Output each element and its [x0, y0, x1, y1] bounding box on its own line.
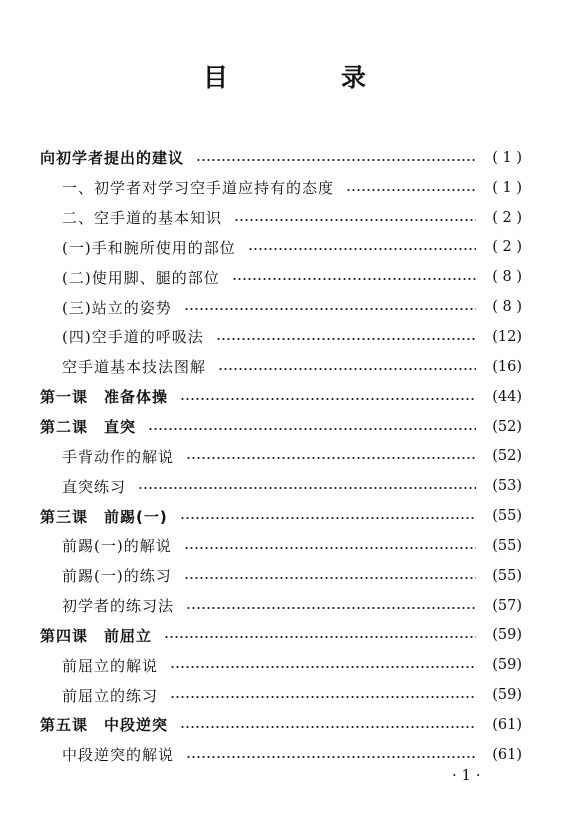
toc-page-number: (59) [492, 627, 522, 644]
toc-section-row[interactable] [40, 591, 522, 621]
toc-section-row[interactable] [40, 173, 522, 203]
toc-section-row[interactable] [40, 441, 522, 471]
dot-leader [180, 725, 476, 729]
dot-leader [196, 158, 476, 162]
toc-entry-label: 前踢(一)的解说 [62, 537, 172, 556]
dot-leader [234, 218, 476, 222]
toc-entry-label: 前屈立的练习 [62, 686, 159, 705]
toc-entry-label: 前屈立的解说 [62, 656, 159, 675]
toc-section-row[interactable] [40, 262, 522, 292]
toc-section-row[interactable] [40, 322, 522, 352]
toc-section-row[interactable] [40, 352, 522, 382]
dot-leader [184, 307, 476, 311]
toc-section-row[interactable] [40, 203, 522, 233]
toc-page-number: (55) [492, 508, 522, 525]
toc-page-number: (55) [492, 567, 522, 584]
toc-section-row[interactable] [40, 292, 522, 322]
toc-entry-label: (一)手和腕所使用的部位 [62, 238, 236, 257]
toc-chapter-row[interactable] [40, 621, 522, 651]
toc-entry-label: 初学者的练习法 [62, 597, 175, 616]
table-of-contents [40, 143, 522, 770]
toc-entry-label: 第三课 前踢(一) [40, 507, 168, 526]
toc-entry-label: 中段逆突的解说 [62, 746, 175, 765]
toc-chapter-row[interactable] [40, 143, 522, 173]
toc-entry-label: 直突练习 [62, 477, 127, 496]
dot-leader [184, 546, 476, 550]
toc-page-number: (59) [492, 657, 522, 674]
toc-entry-label: 第五课 中段逆突 [40, 716, 169, 735]
toc-page-number: ( 2 ) [492, 209, 522, 226]
toc-section-row[interactable] [40, 561, 522, 591]
toc-page-number: (12) [492, 328, 522, 345]
toc-section-row[interactable] [40, 233, 522, 263]
toc-page-number: ( 8 ) [492, 299, 522, 316]
dot-leader [232, 277, 476, 281]
toc-entry-label: 一、初学者对学习空手道应持有的态度 [62, 179, 335, 198]
toc-page-number: ( 1 ) [492, 179, 522, 196]
toc-chapter-row[interactable] [40, 412, 522, 442]
toc-entry-label: 第四课 前屈立 [40, 626, 153, 645]
dot-leader [164, 635, 476, 639]
toc-entry-label: 第二课 直突 [40, 418, 137, 437]
toc-entry-label: 二、空手道的基本知识 [62, 209, 223, 228]
dot-leader [186, 456, 476, 460]
toc-section-row[interactable] [40, 531, 522, 561]
toc-section-row[interactable] [40, 471, 522, 501]
toc-page-number: (59) [492, 687, 522, 704]
toc-entry-label: 向初学者提出的建议 [40, 149, 185, 168]
toc-page-number: (52) [492, 418, 522, 435]
dot-leader [180, 516, 476, 520]
dot-leader [248, 247, 476, 251]
dot-leader [346, 188, 476, 192]
toc-chapter-row[interactable] [40, 710, 522, 740]
dot-leader [170, 695, 476, 699]
toc-page-number: (52) [492, 448, 522, 465]
dot-leader [186, 606, 476, 610]
dot-leader [170, 665, 476, 669]
dot-leader [138, 486, 476, 490]
toc-chapter-row[interactable] [40, 501, 522, 531]
toc-section-row[interactable] [40, 680, 522, 710]
dot-leader [186, 755, 476, 759]
dot-leader [184, 576, 476, 580]
dot-leader [218, 367, 476, 371]
toc-page-number: ( 2 ) [492, 239, 522, 256]
toc-page-number: (57) [492, 597, 522, 614]
toc-page-number: (16) [492, 358, 522, 375]
toc-section-row[interactable] [40, 650, 522, 680]
toc-page-number: (53) [492, 478, 522, 495]
dot-leader [148, 427, 476, 431]
toc-entry-label: (三)站立的姿势 [62, 298, 172, 317]
toc-chapter-row[interactable] [40, 382, 522, 412]
toc-page-number: ( 8 ) [492, 269, 522, 286]
toc-entry-label: 手背动作的解说 [62, 447, 175, 466]
toc-page-number: (44) [492, 388, 522, 405]
toc-entry-label: (四)空手道的呼吸法 [62, 328, 204, 347]
toc-entry-label: 前踢(一)的练习 [62, 567, 172, 586]
page-number-footer: · 1 · [452, 766, 481, 784]
toc-page-number: ( 1 ) [492, 149, 522, 166]
toc-entry-label: 第一课 准备体操 [40, 388, 169, 407]
toc-entry-label: (二)使用脚、腿的部位 [62, 268, 220, 287]
toc-page-number: (61) [492, 716, 522, 733]
toc-page-number: (55) [492, 537, 522, 554]
page-title: 目 录 [202, 63, 410, 92]
toc-entry-label: 空手道基本技法图解 [62, 358, 207, 377]
dot-leader [216, 337, 476, 341]
toc-page-number: (61) [492, 746, 522, 763]
toc-section-row[interactable] [40, 740, 522, 770]
dot-leader [180, 397, 476, 401]
